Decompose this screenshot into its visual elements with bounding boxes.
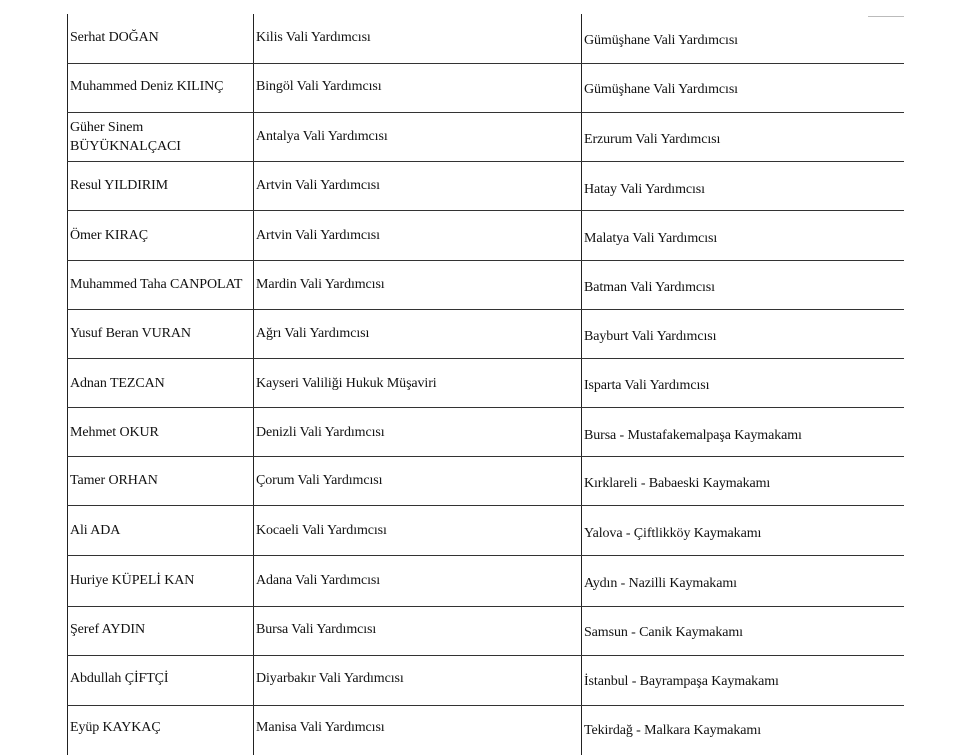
column-divider — [67, 14, 68, 755]
person-name: Ali ADA — [70, 523, 121, 538]
scan-mark — [868, 16, 904, 17]
person-name: Abdullah ÇİFTÇİ — [70, 671, 169, 686]
new-position: Kırklareli - Babaeski Kaymakamı — [584, 476, 771, 491]
row-divider — [67, 606, 904, 607]
new-position: Bursa - Mustafakemalpaşa Kaymakamı — [584, 428, 802, 443]
current-position: Ağrı Vali Yardımcısı — [256, 326, 370, 341]
row-divider — [67, 161, 904, 162]
person-name: Resul YILDIRIM — [70, 178, 169, 193]
current-position: Bingöl Vali Yardımcısı — [256, 79, 382, 94]
person-name: Huriye KÜPELİ KAN — [70, 573, 195, 588]
person-name: Adnan TEZCAN — [70, 376, 165, 391]
current-position: Artvin Vali Yardımcısı — [256, 228, 380, 243]
current-position: Artvin Vali Yardımcısı — [256, 178, 380, 193]
row-divider — [67, 63, 904, 64]
row-divider — [67, 210, 904, 211]
row-divider — [67, 358, 904, 359]
current-position: Adana Vali Yardımcısı — [256, 573, 381, 588]
new-position: Yalova - Çiftlikköy Kaymakamı — [584, 526, 762, 541]
row-divider — [67, 309, 904, 310]
new-position: Erzurum Vali Yardımcısı — [584, 132, 721, 147]
person-name: Ömer KIRAÇ — [70, 228, 148, 243]
new-position: Samsun - Canik Kaymakamı — [584, 625, 743, 640]
person-name: Şeref AYDIN — [70, 622, 145, 637]
person-name: Muhammed Deniz KILINÇ — [70, 79, 224, 94]
row-divider — [67, 655, 904, 656]
current-position: Antalya Vali Yardımcısı — [256, 129, 388, 144]
current-position: Kayseri Valiliği Hukuk Müşaviri — [256, 376, 437, 391]
new-position: Batman Vali Yardımcısı — [584, 280, 715, 295]
column-divider — [253, 14, 254, 755]
person-name: Muhammed Taha CANPOLAT — [70, 277, 243, 292]
current-position: Mardin Vali Yardımcısı — [256, 277, 385, 292]
person-name: Serhat DOĞAN — [70, 30, 159, 45]
new-position: İstanbul - Bayrampaşa Kaymakamı — [584, 674, 779, 689]
new-position: Gümüşhane Vali Yardımcısı — [584, 33, 738, 48]
person-name: Yusuf Beran VURAN — [70, 326, 191, 341]
row-divider — [67, 260, 904, 261]
current-position: Denizli Vali Yardımcısı — [256, 425, 385, 440]
new-position: Bayburt Vali Yardımcısı — [584, 329, 717, 344]
new-position: Aydın - Nazilli Kaymakamı — [584, 576, 737, 591]
row-divider — [67, 407, 904, 408]
current-position: Çorum Vali Yardımcısı — [256, 473, 383, 488]
current-position: Kilis Vali Yardımcısı — [256, 30, 371, 45]
new-position: Malatya Vali Yardımcısı — [584, 231, 718, 246]
current-position: Kocaeli Vali Yardımcısı — [256, 523, 387, 538]
current-position: Manisa Vali Yardımcısı — [256, 720, 385, 735]
person-name: Eyüp KAYKAÇ — [70, 720, 161, 735]
new-position: Hatay Vali Yardımcısı — [584, 182, 705, 197]
column-divider — [581, 14, 582, 755]
new-position: Gümüşhane Vali Yardımcısı — [584, 82, 738, 97]
row-divider — [67, 705, 904, 706]
row-divider — [67, 112, 904, 113]
new-position: Isparta Vali Yardımcısı — [584, 378, 710, 393]
person-name: Tamer ORHAN — [70, 473, 158, 488]
row-divider — [67, 505, 904, 506]
new-position: Tekirdağ - Malkara Kaymakamı — [584, 723, 761, 738]
current-position: Bursa Vali Yardımcısı — [256, 622, 377, 637]
current-position: Diyarbakır Vali Yardımcısı — [256, 671, 404, 686]
row-divider — [67, 456, 904, 457]
person-name: Mehmet OKUR — [70, 425, 159, 440]
row-divider — [67, 555, 904, 556]
person-name: Güher Sinem BÜYÜKNALÇACI — [70, 120, 181, 154]
